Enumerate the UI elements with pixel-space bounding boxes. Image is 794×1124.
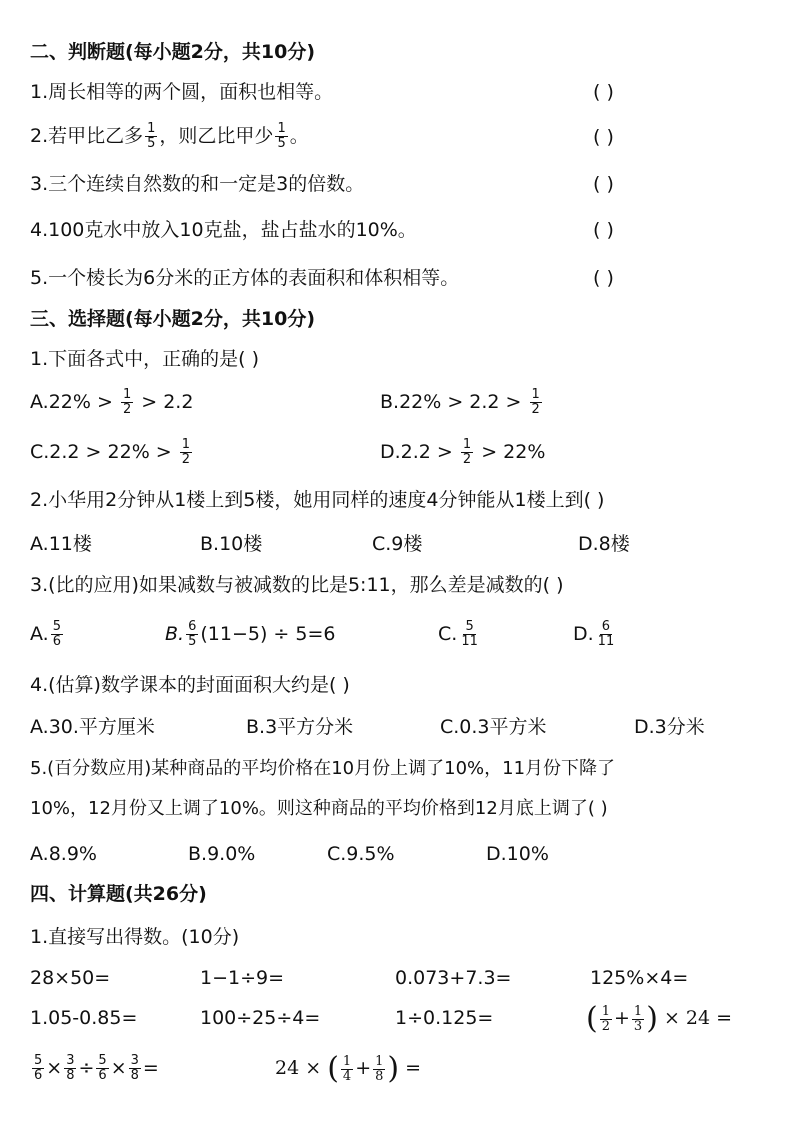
judge-question-1: 1.周长相等的两个圆，面积也相等。 [30,81,334,103]
operator: × [110,1057,127,1079]
option-a[interactable]: A.30.平方厘米 [30,716,155,738]
numerator: 6 [188,619,197,634]
fraction [341,1055,353,1084]
option-a[interactable]: A.11楼 [30,533,92,555]
operator: × [46,1057,63,1079]
option-c[interactable]: C.0.3平方米 [440,716,547,738]
numerator: 1 [277,121,286,136]
left-paren: ( [586,1001,598,1036]
fraction [121,388,133,417]
denominator: 11 [461,634,478,649]
fraction [373,1055,385,1084]
right-paren: ) [646,1001,658,1036]
option-text: (11−5) ÷ 5=6 [200,623,336,645]
section-calc-title: 四、计算题(共26分) [30,883,207,905]
right-paren: ) [387,1051,400,1086]
denominator: 6 [98,1068,107,1083]
option-b[interactable] [165,620,335,649]
option-c[interactable]: C.9楼 [372,533,423,555]
denominator: 11 [597,634,615,649]
choice-question-3: 3.(比的应用)如果减数与被减数的比是5:11，那么差是减数的( ) [30,574,564,596]
choice-question-5-line1: 5.(百分数应用)某种商品的平均价格在10月份上调了10%，11月份下降了 [30,758,616,779]
fraction [129,1054,141,1083]
numerator: 1 [633,1003,643,1019]
fraction [186,620,198,649]
fraction [32,1054,44,1083]
option-c[interactable]: C.9.5% [327,843,395,865]
calc-item: 1−1÷9= [200,967,285,989]
numerator: 1 [181,437,191,452]
denominator: 2 [122,402,132,417]
option-d[interactable]: D.3分米 [634,716,705,738]
calc-item: 1÷0.125= [395,1007,494,1029]
option-text: A.22% > [30,391,119,413]
option-d[interactable] [380,438,545,467]
fraction [64,1054,76,1083]
calc-item: 28×50= [30,967,111,989]
denominator: 6 [34,1068,43,1083]
option-a[interactable] [30,388,193,417]
option-text: A. [30,623,49,645]
calc-subtitle: 1.直接写出得数。(10分) [30,926,240,948]
numerator: 1 [531,387,540,402]
numerator: 1 [375,1053,384,1069]
fraction [530,388,542,417]
calc-item: 125%×4= [590,967,689,989]
option-text: C.2.2 > 22% > [30,441,178,463]
denominator: 2 [531,402,540,417]
choice-question-2: 2.小华用2分钟从1楼上到5楼，她用同样的速度4分钟能从1楼上到( ) [30,489,605,511]
denominator: 2 [462,452,472,467]
q2-text-a: 2.若甲比乙多 [30,125,144,147]
section-choice-title: 三、选择题(每小题2分，共10分) [30,308,316,330]
option-text: D. [573,623,594,645]
left-paren: ( [327,1051,339,1086]
q2-text-b: ，则乙比甲少 [159,125,274,147]
denominator: 4 [342,1068,352,1084]
fraction [51,620,63,649]
option-b[interactable]: B.9.0% [188,843,256,865]
fraction [632,1005,644,1034]
denominator: 6 [52,634,61,649]
numerator: 1 [342,1053,352,1069]
plus-sign: + [614,1007,630,1029]
option-text: D.2.2 > [380,441,459,463]
calc-item [275,1053,421,1084]
option-text: > 22% [475,441,546,463]
option-b[interactable] [380,388,544,417]
fraction [96,1054,108,1083]
option-b[interactable]: B.10楼 [200,533,263,555]
choice-question-4: 4.(估算)数学课本的封面面积大约是( ) [30,674,350,696]
calc-item [30,1053,159,1083]
choice-question-1: 1.下面各式中，正确的是( ) [30,348,259,370]
operator: ÷ [78,1057,95,1079]
numerator: 1 [147,121,156,136]
judge-question-4: 4.100克水中放入10克盐，盐占盐水的10%。 [30,219,417,241]
fraction [596,620,617,649]
judge-question-3: 3.三个连续自然数的和一定是3的倍数。 [30,173,365,195]
option-d[interactable]: D.10% [486,843,549,865]
denominator: 2 [181,452,191,467]
judge-question-5: 5.一个棱长为6分米的正方体的表面积和体积相等。 [30,267,460,289]
numerator: 6 [601,619,611,634]
operator: = [142,1057,159,1079]
numerator: 5 [34,1053,43,1068]
calc-item: 0.073+7.3= [395,967,512,989]
answer-blank[interactable]: ( ) [593,126,614,148]
option-a[interactable]: A.8.9% [30,843,97,865]
option-c[interactable] [30,438,194,467]
option-text: > 2.2 [135,391,194,413]
choice-question-5-line2: 10%，12月份又上调了10%。则这种商品的平均价格到12月底上调了( ) [30,798,608,819]
calc-text: = [405,1057,422,1079]
numerator: 1 [462,437,472,452]
fraction [145,122,157,151]
calc-text: 24 × [275,1057,322,1079]
calc-item: 1.05-0.85= [30,1007,138,1029]
numerator: 5 [465,619,474,634]
answer-blank[interactable]: ( ) [593,219,614,241]
calc-item: 100÷25÷4= [200,1007,321,1029]
option-b[interactable]: B.3平方分米 [246,716,354,738]
plus-sign: + [355,1057,372,1079]
denominator: 8 [130,1068,139,1083]
numerator: 5 [52,619,61,634]
fraction [461,438,473,467]
answer-blank[interactable]: ( ) [593,173,614,195]
option-c[interactable] [438,620,482,649]
numerator: 5 [98,1053,107,1068]
denominator: 3 [633,1018,643,1034]
denominator: 8 [375,1068,384,1084]
option-d[interactable] [573,620,618,649]
q2-text-c: 。 [289,125,309,147]
denominator: 5 [277,136,286,151]
fraction [600,1005,612,1034]
numerator: 3 [66,1053,75,1068]
fraction [459,620,480,649]
answer-blank[interactable]: ( ) [593,81,614,103]
calc-item [586,1003,732,1034]
option-text: C. [438,623,458,645]
denominator: 5 [188,634,197,649]
option-a[interactable] [30,620,65,649]
fraction [275,122,287,151]
numerator: 3 [130,1053,139,1068]
option-text: B. [165,623,185,645]
denominator: 8 [66,1068,75,1083]
section-judgement-title: 二、判断题(每小题2分，共10分) [30,41,316,63]
option-text: B.22% > 2.2 > [380,391,528,413]
fraction [180,438,192,467]
numerator: 1 [601,1003,610,1019]
judge-question-2 [30,122,309,151]
option-d[interactable]: D.8楼 [578,533,630,555]
calc-text: × 24 = [663,1007,733,1029]
answer-blank[interactable]: ( ) [593,267,614,289]
numerator: 1 [122,387,132,402]
denominator: 2 [601,1018,610,1034]
denominator: 5 [147,136,156,151]
